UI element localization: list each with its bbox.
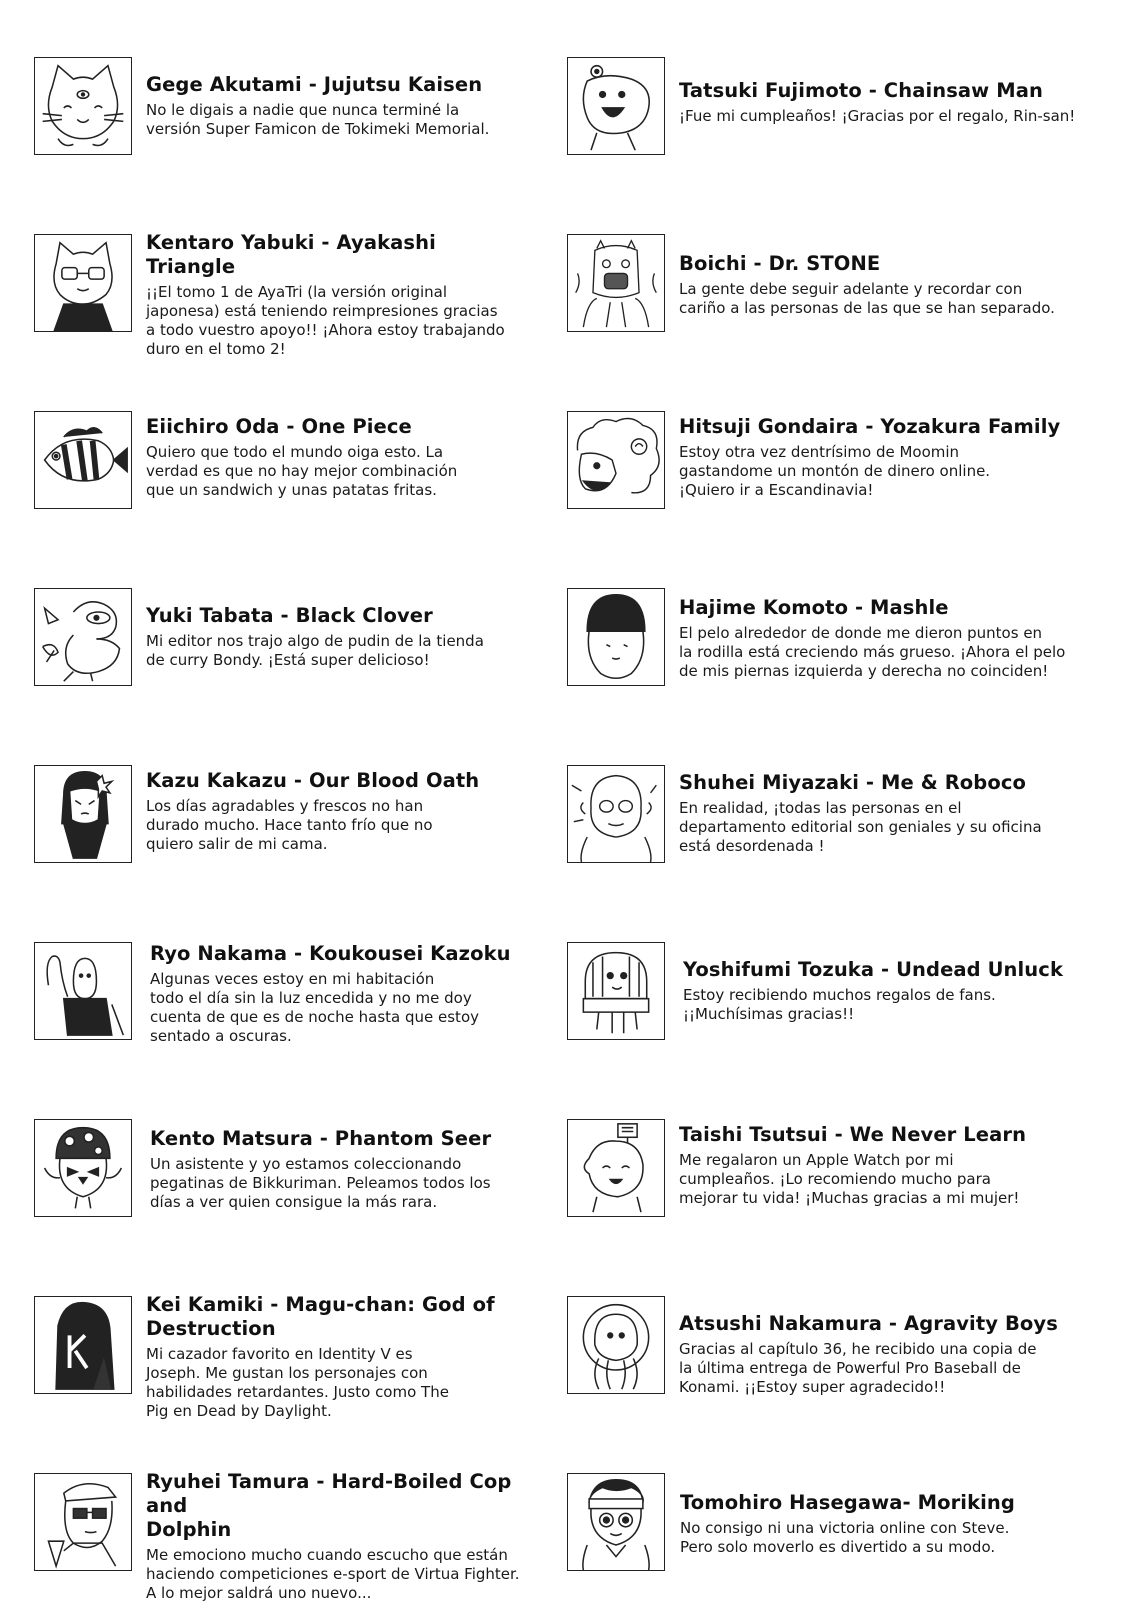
duck-avatar-icon — [34, 588, 132, 686]
author-comment: Mi cazador favorito en Identity V es Joseph. Me gustan los personajes con habilidades retardantes. Justo como The Pig en Dead by Daylight. — [146, 1345, 449, 1420]
black-hair-face-avatar-icon — [567, 588, 665, 686]
author-name: Taishi Tsutsui - We Never Learn — [679, 1123, 1027, 1146]
author-comment: Quiero que todo el mundo oiga esto. La verdad es que no hay mejor combinación que un sandwich y unas patatas fritas. — [146, 443, 458, 499]
author-comment: Algunas veces estoy en mi habitación todo el día sin la luz encedida y no me doy cuenta de que es de noche hasta que estoy sentado a oscuras. — [150, 970, 479, 1045]
author-comment: No le digais a nadie que nunca terminé la versión Super Famicon de Tokimeki Memorial. — [146, 101, 490, 138]
author-comment: Un asistente y yo estamos coleccionando pegatinas de Bikkuriman. Peleamos todos los días a ver quien consigue la más rara. — [150, 1155, 491, 1211]
beanie-creature-avatar-icon — [567, 942, 665, 1040]
author-comment: Estoy recibiendo muchos regalos de fans. ¡¡Muchísimas gracias!! — [683, 986, 996, 1023]
sign-head-avatar-icon — [567, 1119, 665, 1217]
author-name: Tomohiro Hasegawa- Moriking — [680, 1491, 1015, 1514]
author-comment: Los días agradables y frescos no han durado mucho. Hace tanto frío que no quiero salir de mi cama. — [146, 797, 433, 853]
headband-kid-avatar-icon — [567, 1473, 665, 1571]
author-name: Kento Matsura - Phantom Seer — [150, 1127, 492, 1150]
long-hair-avatar-icon — [34, 1296, 132, 1394]
mushroom-bird-avatar-icon — [34, 1119, 132, 1217]
blob-creature-avatar-icon — [567, 57, 665, 155]
hooded-figure-avatar-icon — [34, 765, 132, 863]
author-comment: En realidad, ¡todas las personas en el departamento editorial son geniales y su oficina está desordenada ! — [679, 799, 1042, 855]
cat-glasses-avatar-icon — [34, 234, 132, 332]
author-name: Yoshifumi Tozuka - Undead Unluck — [683, 958, 1064, 981]
author-comment: Gracias al capítulo 36, he recibido una copia de la última entrega de Powerful Pro Baseball de Konami. ¡¡Estoy super agradecido!! — [679, 1340, 1037, 1396]
octopus-halo-avatar-icon — [567, 1296, 665, 1394]
author-name: Shuhei Miyazaki - Me & Roboco — [679, 771, 1027, 794]
author-name: Atsushi Nakamura - Agravity Boys — [679, 1312, 1058, 1335]
cap-glasses-man-avatar-icon — [34, 1473, 132, 1571]
author-name: Hitsuji Gondaira - Yozakura Family — [679, 415, 1061, 438]
author-name: Kentaro Yabuki - Ayakashi Triangle — [146, 231, 436, 278]
waving-egg-avatar-icon — [34, 942, 132, 1040]
author-name: Kei Kamiki - Magu-chan: God of Destruction — [146, 1293, 495, 1340]
fish-avatar-icon — [34, 411, 132, 509]
author-comment: Me emociono mucho cuando escucho que están haciendo competiciones e-sport de Virtua Fighter. A lo mejor saldrá uno nuevo... — [146, 1546, 520, 1602]
author-name: Ryuhei Tamura - Hard-Boiled Cop and Dolphin — [146, 1470, 512, 1541]
cat-avatar-icon — [34, 57, 132, 155]
author-comment: ¡¡El tomo 1 de AyaTri (la versión original japonesa) está teniendo reimpresiones gracias a todo vuestro apoyo!! ¡Ahora estoy trabajando duro en el tomo 2! — [146, 283, 505, 358]
bald-man-avatar-icon — [567, 765, 665, 863]
author-comment: Mi editor nos trajo algo de pudin de la tienda de curry Bondy. ¡Está super delicioso! — [146, 632, 484, 669]
sheep-avatar-icon — [567, 411, 665, 509]
author-name: Ryo Nakama - Koukousei Kazoku — [150, 942, 511, 965]
author-name: Boichi - Dr. STONE — [679, 252, 881, 275]
author-comment: El pelo alrededor de donde me dieron puntos en la rodilla está creciendo más grueso. ¡Ahora el pelo de mis piernas izquierda y derecha no coinciden! — [679, 624, 1066, 680]
author-comment: Estoy otra vez dentrísimo de Moomin gastandome un montón de dinero online. ¡Quiero ir a Escandinavia! — [679, 443, 991, 499]
robot-head-avatar-icon — [567, 234, 665, 332]
author-comment: ¡Fue mi cumpleaños! ¡Gracias por el regalo, Rin-san! — [679, 107, 1076, 125]
author-name: Hajime Komoto - Mashle — [679, 596, 949, 619]
author-name: Yuki Tabata - Black Clover — [146, 604, 433, 627]
author-name: Kazu Kakazu - Our Blood Oath — [146, 769, 480, 792]
author-comment: Me regalaron un Apple Watch por mi cumpleaños. ¡Lo recomiendo mucho para mejorar tu vida! ¡Muchas gracias a mi mujer! — [679, 1151, 1020, 1207]
author-name: Eiichiro Oda - One Piece — [146, 415, 412, 438]
author-comment: La gente debe seguir adelante y recordar con cariño a las personas de las que se han separado. — [679, 280, 1055, 317]
author-name: Gege Akutami - Jujutsu Kaisen — [146, 73, 483, 96]
author-comment: No consigo ni una victoria online con Steve. Pero solo moverlo es divertido a su modo. — [680, 1519, 1010, 1556]
author-name: Tatsuki Fujimoto - Chainsaw Man — [679, 79, 1043, 102]
